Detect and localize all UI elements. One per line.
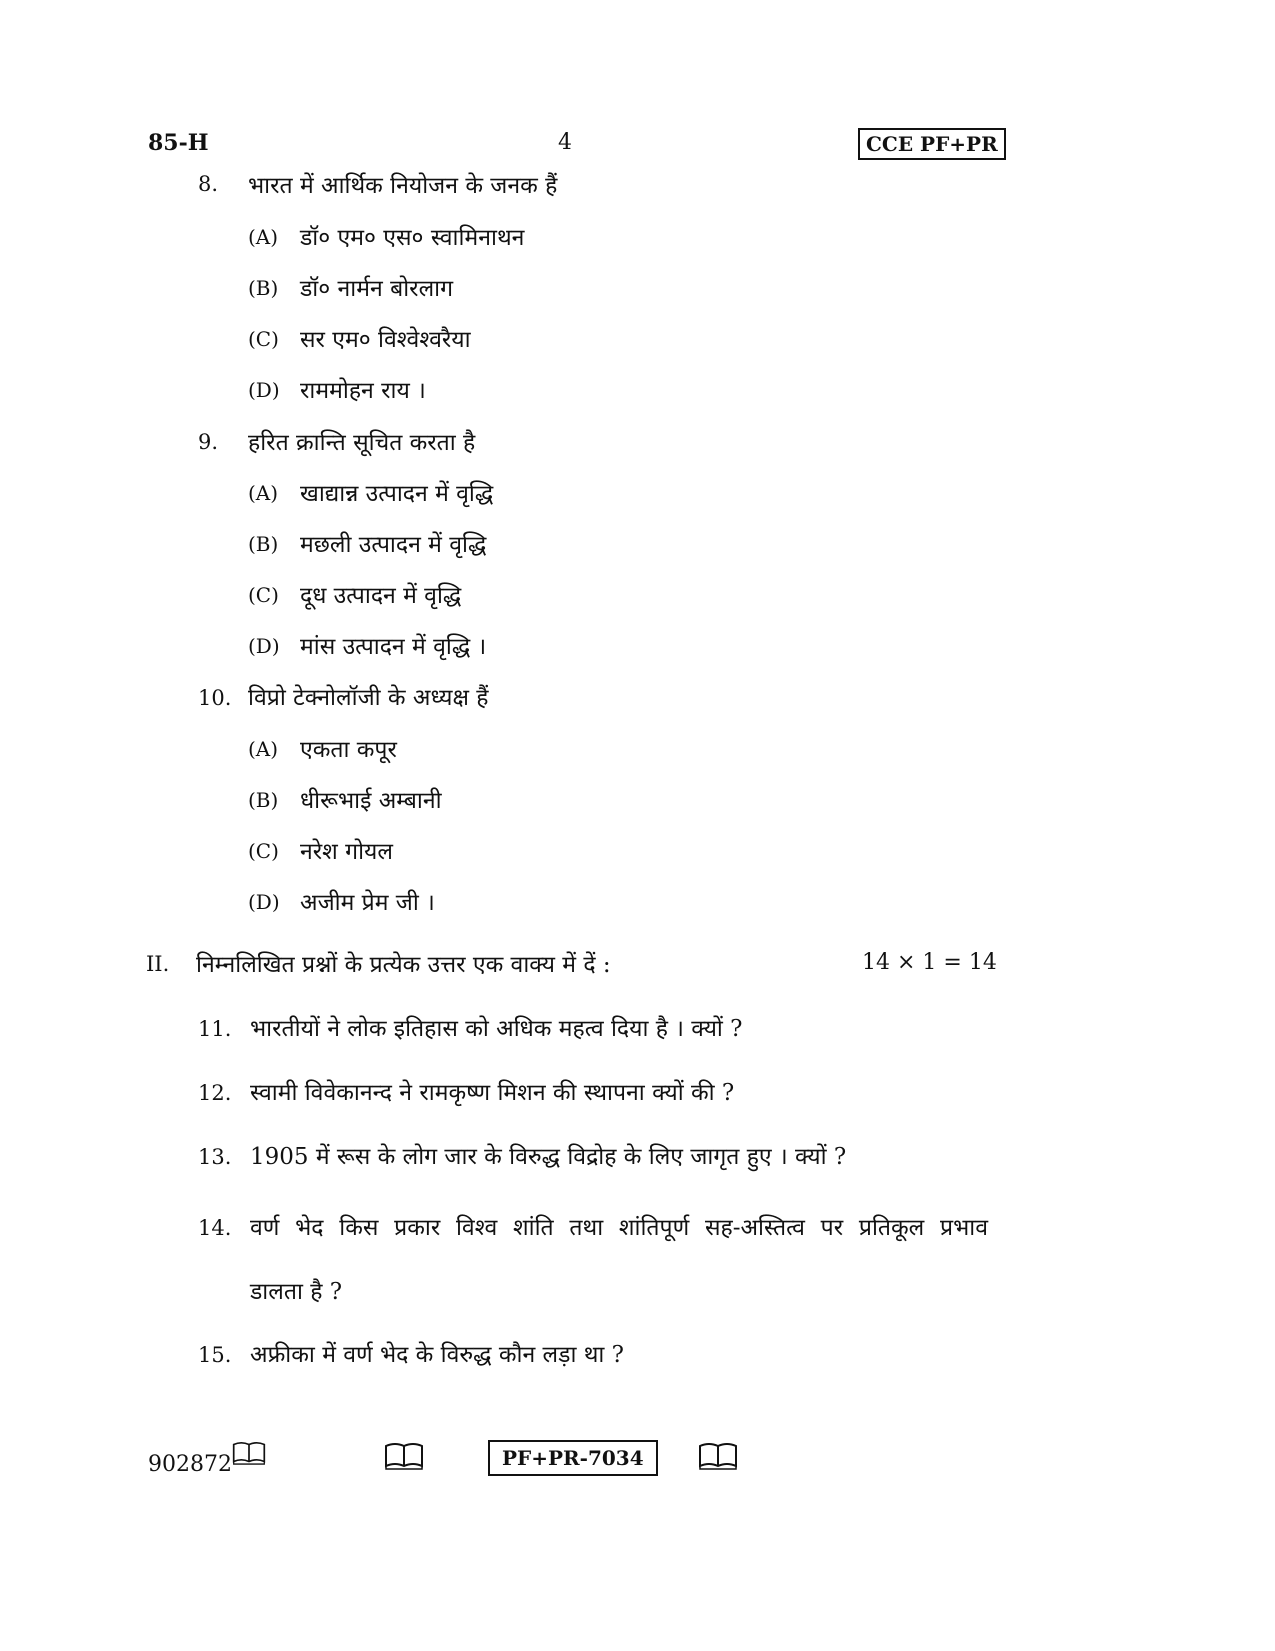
option-label: (D) [248,378,280,402]
paper-code: 85-H [148,130,209,156]
option-label: (B) [248,788,279,812]
option-text: नरेश गोयल [300,839,393,865]
question-number: 12. [198,1081,232,1105]
question-text: स्वामी विवेकानन्द ने रामकृष्ण मिशन की स्थापना क्यों की ? [250,1080,735,1106]
open-book-icon [698,1442,738,1470]
option-text: दूध उत्पादन में वृद्धि [300,583,462,609]
paper-code-box: PF+PR-7034 [488,1440,658,1476]
option-text: मछली उत्पादन में वृद्धि [300,532,487,558]
question-number: 14. [198,1216,232,1240]
section-instruction: निम्नलिखित प्रश्नों के प्रत्येक उत्तर एक वाक्य में दें : [196,952,611,978]
question-number: 10. [198,686,232,710]
option-label: (A) [248,737,279,761]
option-text: डॉ० नार्मन बोरलाग [300,276,454,302]
option-text: अजीम प्रेम जी । [300,890,435,916]
option-label: (C) [248,583,279,607]
question-text-continued: डालता है ? [250,1279,343,1305]
section-number: II. [146,952,170,976]
option-text: सर एम० विश्वेश्वरैया [300,327,471,353]
question-text: भारतीयों ने लोक इतिहास को अधिक महत्व दिया है । क्यों ? [250,1016,743,1042]
option-text: डॉ० एम० एस० स्वामिनाथन [300,225,525,251]
serial-number: 902872 [148,1452,232,1477]
question-text: अफ्रीका में वर्ण भेद के विरुद्ध कौन लड़ा था ? [250,1342,625,1368]
option-label: (D) [248,890,280,914]
question-number: 9. [198,430,219,454]
option-text: खाद्यान्न उत्पादन में वृद्धि [300,481,494,507]
page-number: 4 [558,130,572,155]
option-label: (D) [248,634,280,658]
question-text: हरित क्रान्ति सूचित करता है [248,430,476,456]
option-text: मांस उत्पादन में वृद्धि । [300,634,487,660]
question-number: 13. [198,1145,232,1169]
section-marks: 14 × 1 = 14 [862,950,997,975]
option-text: एकता कपूर [300,737,397,763]
question-text: भारत में आर्थिक नियोजन के जनक हैं [248,173,558,199]
open-book-icon [232,1441,266,1465]
question-number: 8. [198,172,219,196]
question-text: 1905 में रूस के लोग जार के विरुद्ध विद्रोह के लिए जागृत हुए । क्यों ? [250,1144,847,1170]
question-text: वर्ण भेद किस प्रकार विश्व शांति तथा शांतिपूर्ण सह-अस्तित्व पर प्रतिकूल प्रभाव [250,1215,988,1241]
option-text: धीरूभाई अम्बानी [300,788,442,814]
series-box: CCE PF+PR [858,128,1006,160]
option-label: (A) [248,225,279,249]
question-text: विप्रो टेक्नोलॉजी के अध्यक्ष हैं [248,685,489,711]
option-text: राममोहन राय । [300,378,426,404]
option-label: (C) [248,839,279,863]
option-label: (C) [248,327,279,351]
question-number: 15. [198,1343,232,1367]
option-label: (B) [248,532,279,556]
option-label: (B) [248,276,279,300]
question-number: 11. [198,1017,232,1041]
option-label: (A) [248,481,279,505]
open-book-icon [384,1442,424,1470]
